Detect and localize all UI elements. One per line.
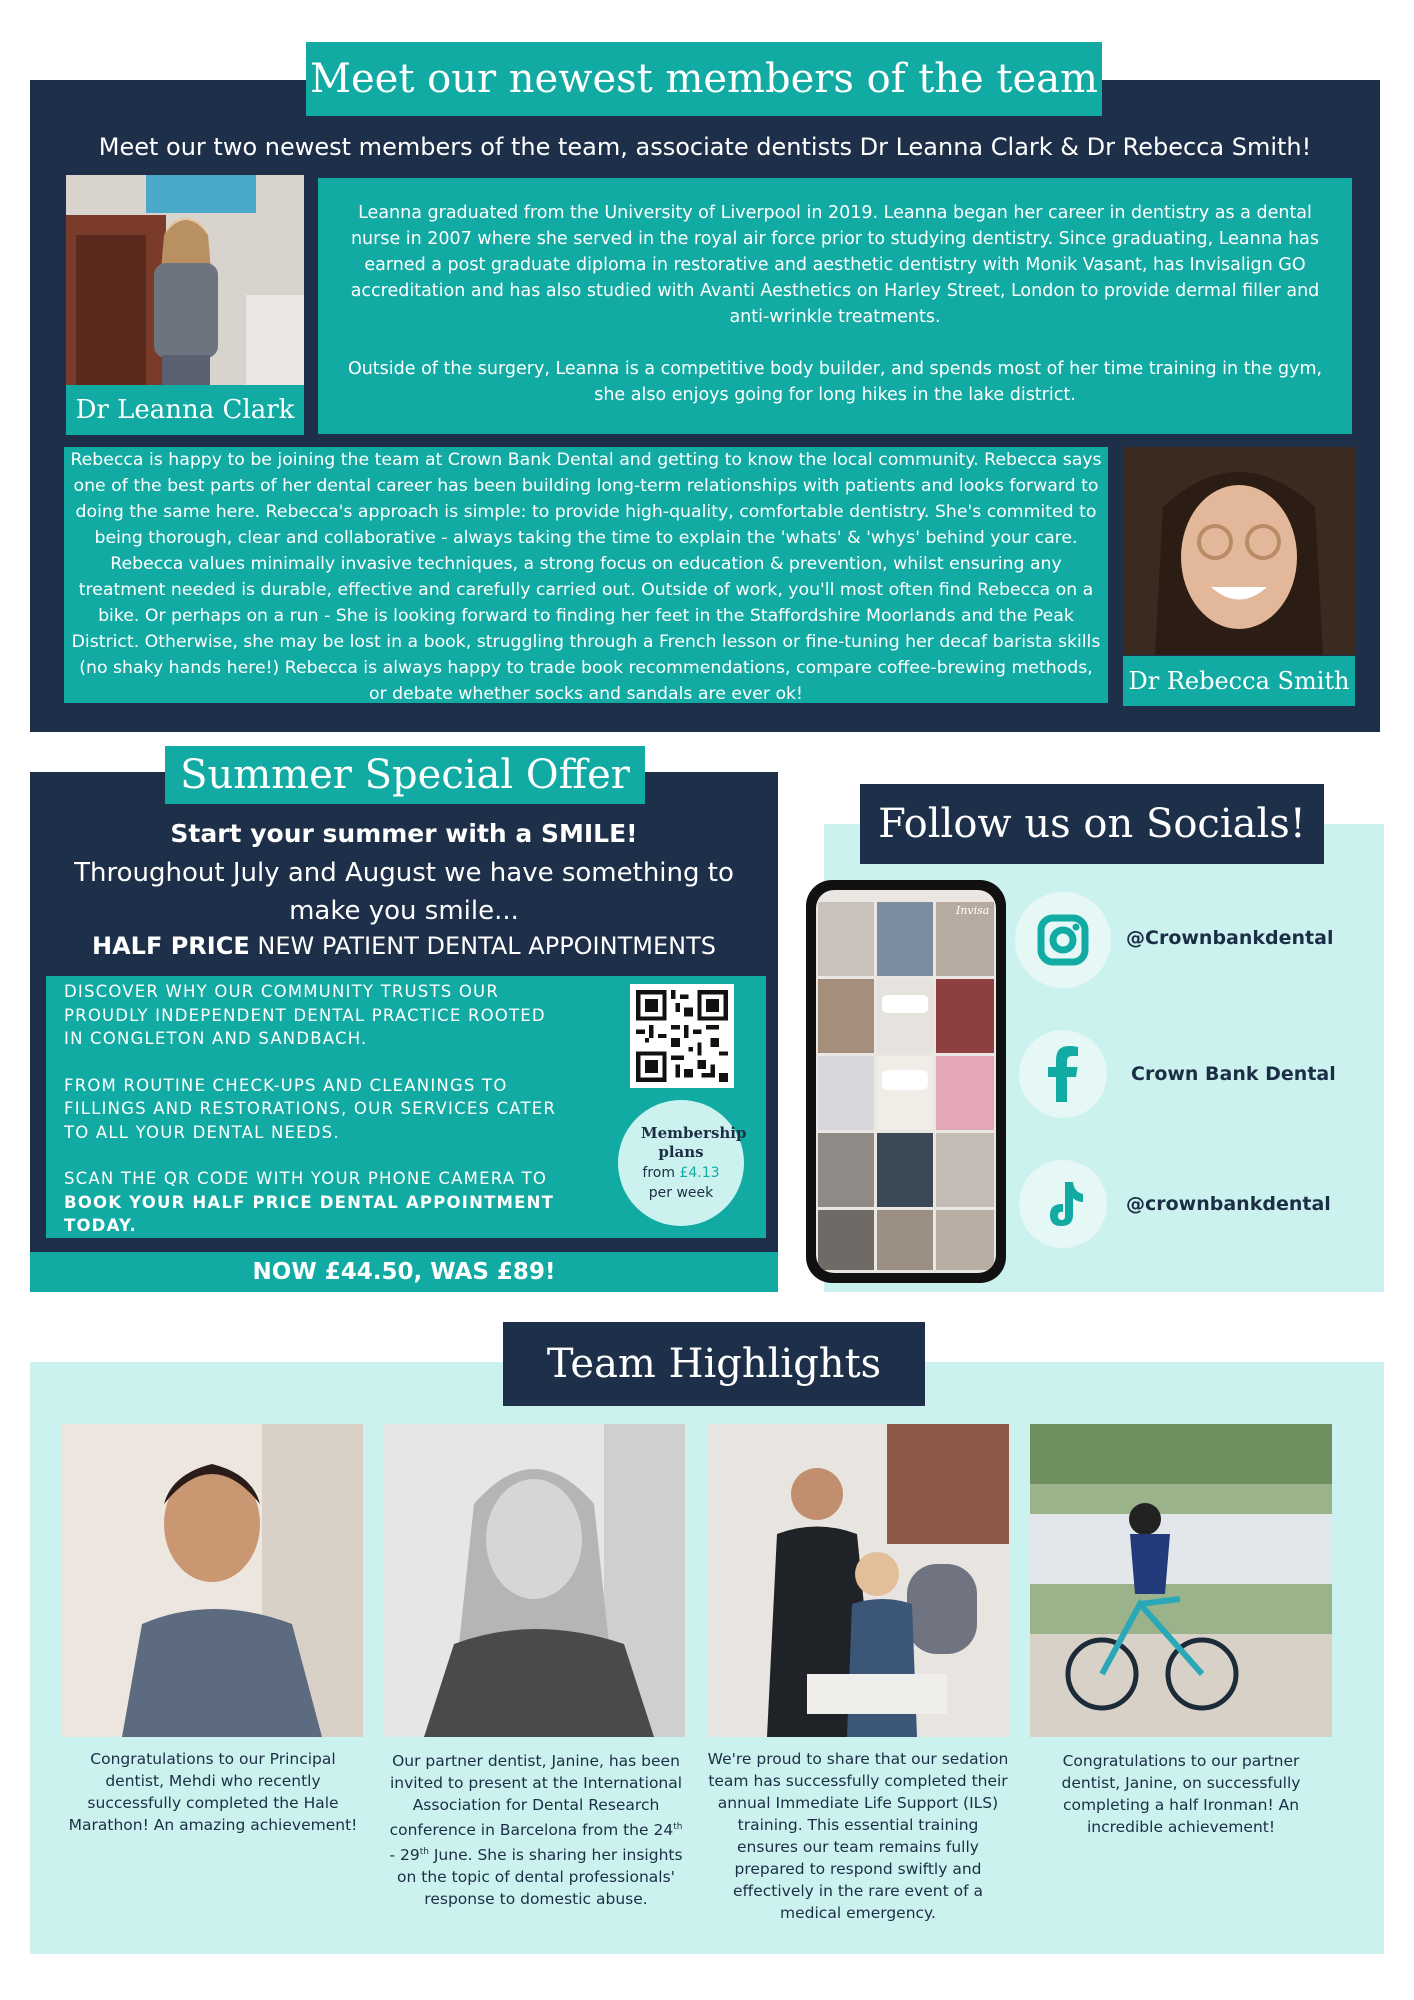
offer-half-price: HALF PRICE <box>92 932 250 960</box>
highlight-caption-2 <box>388 1750 684 1910</box>
offer-line-1: Start your summer with a SMILE! <box>170 819 638 848</box>
offer-para-3b: BOOK YOUR HALF PRICE DENTAL APPOINTMENT TODAY. <box>64 1192 555 1235</box>
membership-price: £4.13 <box>679 1165 720 1181</box>
rebecca-photo <box>1123 447 1355 655</box>
caption-2-sup-2: th <box>419 1847 429 1858</box>
membership-from: from <box>642 1165 676 1181</box>
highlight-caption-4-text: Congratulations to our partner dentist, Janine, on successfully completing a half Ironman! An incredible achievement! <box>1061 1752 1301 1836</box>
phone-mockup <box>806 880 1006 1283</box>
leanna-bio-2: Outside of the surgery, Leanna is a competitive body builder, and spends most of her time training in the gym, she also enjoys going for long hikes in the lake district. <box>347 359 1323 405</box>
highlight-caption-3-text: We're proud to share that our sedation team has successfully completed their annual Immediate Life Support (ILS) training. This essential training ensures our team remains fully prepared to respond swiftly and effectively in the rare event of a medical emergency. <box>707 1750 1009 1922</box>
tiktok-icon-circle[interactable] <box>1019 1160 1107 1248</box>
instagram-icon-circle[interactable] <box>1015 892 1111 988</box>
offer-details-text <box>64 980 564 1238</box>
highlight-caption-2-text <box>388 1750 684 1910</box>
offer-new-patient: NEW PATIENT DENTAL APPOINTMENTS <box>257 932 716 960</box>
highlight-photo-ils-training <box>707 1424 1009 1737</box>
membership-title: Membership plans <box>641 1124 747 1161</box>
meet-subtitle: Meet our two newest members of the team, associate dentists Dr Leanna Clark & Dr Rebecca Smith! <box>98 133 1312 161</box>
highlight-caption-1-text: Congratulations to our Principal dentist, Mehdi who recently successfully completed the Hale Marathon! An amazing achievement! <box>68 1750 358 1834</box>
phone-screen <box>816 890 996 1273</box>
offer-title: Summer Special Offer <box>165 746 645 804</box>
highlight-photo-mehdi <box>62 1424 363 1737</box>
meet-title: Meet our newest members of the team <box>306 42 1102 116</box>
price-bar: NOW £44.50, WAS £89! <box>30 1252 778 1292</box>
caption-2-sup-1: th <box>673 1822 683 1832</box>
tiktok-icon <box>1019 1160 1107 1248</box>
offer-para-1: DISCOVER WHY OUR COMMUNITY TRUSTS OUR PROUDLY INDEPENDENT DENTAL PRACTICE ROOTED IN CONGLETON AND SANDBACH. <box>64 982 546 1048</box>
caption-2-part-b: - 29 <box>389 1846 420 1865</box>
highlight-photo-ironman <box>1030 1424 1332 1737</box>
tiktok-handle[interactable]: @crownbankdental <box>1126 1193 1331 1215</box>
facebook-icon-circle[interactable] <box>1019 1030 1107 1118</box>
leanna-photo <box>66 175 304 385</box>
membership-per-week: per week <box>648 1185 714 1201</box>
qr-code-graphic <box>636 990 728 1082</box>
offer-para-2: FROM ROUTINE CHECK-UPS AND CLEANINGS TO FILLINGS AND RESTORATIONS, OUR SERVICES CATER TO ALL YOUR DENTAL NEEDS. <box>64 1075 557 1142</box>
instagram-icon <box>1015 892 1111 988</box>
rebecca-name: Dr Rebecca Smith <box>1123 656 1355 706</box>
instagram-handle[interactable]: @Crownbankdental <box>1126 927 1334 949</box>
leanna-bio-1: Leanna graduated from the University of Liverpool in 2019. Leanna began her career in dentistry as a dental nurse in 2007 where she served in the royal air force prior to studying dentistry. Since graduating, Leanna has earned a post graduate diploma in restorative and aesthetic dentistry with Monik Vasant, has Invisalign GO accreditation and has also studied with Avanti Aesthetics on Harley Street, London to provide dermal filler and anti-wrinkle treatments. <box>350 203 1320 327</box>
highlight-caption-3 <box>706 1748 1010 1924</box>
leanna-name: Dr Leanna Clark <box>66 385 304 435</box>
caption-2-part-a: Our partner dentist, Janine, has been invited to present at the International Association for Dental Research conference in Barcelona from the 24 <box>389 1752 683 1840</box>
rebecca-bio-box <box>64 447 1108 703</box>
facebook-name[interactable]: Crown Bank Dental <box>1131 1063 1336 1085</box>
highlight-caption-1 <box>64 1748 362 1836</box>
caption-2-part-c: June. She is sharing her insights on the topic of dental professionals' response to domestic abuse. <box>397 1846 683 1909</box>
socials-title: Follow us on Socials! <box>860 784 1324 864</box>
membership-badge[interactable] <box>618 1100 747 1226</box>
phone-caption: Invisa <box>956 904 990 917</box>
highlights-title: Team Highlights <box>503 1322 925 1406</box>
leanna-bio-box <box>318 178 1352 434</box>
qr-code[interactable] <box>630 984 734 1088</box>
offer-para-3 <box>64 1167 564 1238</box>
highlight-caption-4 <box>1044 1750 1318 1838</box>
rebecca-bio: Rebecca is happy to be joining the team at Crown Bank Dental and getting to know the local community. Rebecca says one of the best parts of her dental career has been building long-term relationships with patients and looks forward to doing the same here. Rebecca's approach is simple: to provide high-quality, comfortable dentistry. She's commited to being thorough, clear and collaborative - always taking the time to explain the 'whats' & 'whys' behind your care. Rebecca values minimally invasive techniques, a strong focus on education & prevention, whilst ensuring any treatment needed is durable, effective and carefully carried out. Outside of work, you'll most often find Rebecca on a bike. Or perhaps on a run - She is looking forward to finding her feet in the Staffordshire Moorlands and the Peak District. Otherwise, she may be lost in a book, struggling through a French lesson or fine-tuning her decaf barista skills (no shaky hands here!) Rebecca is always happy to trade book recommendations, compare coffee-brewing methods, or debate whether socks and sandals are ever ok! <box>70 450 1102 704</box>
membership-from-line <box>618 1162 744 1184</box>
facebook-icon <box>1019 1030 1107 1118</box>
highlight-photo-janine <box>384 1424 685 1737</box>
offer-para-3a: SCAN THE QR CODE WITH YOUR PHONE CAMERA TO <box>64 1169 548 1188</box>
offer-line-3 <box>30 930 778 962</box>
offer-line-2: Throughout July and August we have something to make you smile... <box>74 858 734 926</box>
